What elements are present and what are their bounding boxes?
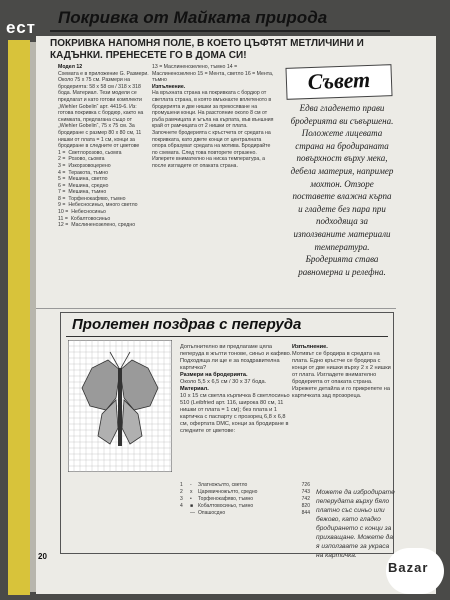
article-subtitle: ПОКРИВКА НАПОМНЯ ПОЛЕ, В КОЕТО ЦЪФТЯТ МЕТЛИЧИНИ И КАДЪНКИ. ПРЕНЕСЕТЕ ГО В ДОМА СИ! xyxy=(50,38,364,61)
color-key-name: Маслиненозелено, средно xyxy=(71,222,136,229)
color-key-number: 8 = xyxy=(58,195,66,202)
color-key-name: Розово, сьомга xyxy=(68,156,105,163)
color-key-item xyxy=(58,196,150,203)
key-continuation: 13 = Маслиненозелено, тъмно 14 = Маслиненозелено 15 = Мента, светло 16 = Мента, тъмно xyxy=(152,64,274,84)
material-heading: Материал. xyxy=(180,386,209,392)
butterfly-title: Пролетен поздрав с пеперуда xyxy=(72,316,302,333)
thread-legend-code: 820 xyxy=(301,503,310,509)
color-key-number: 1 = xyxy=(58,149,66,156)
color-key-name: Мешина, светло xyxy=(68,176,108,183)
thread-legend-code: 742 xyxy=(301,496,310,502)
butterfly-column-right xyxy=(292,344,396,400)
color-key-item xyxy=(58,202,150,209)
color-key-name: Небесносиньо, много светло xyxy=(68,202,138,209)
material-text: 10 х 15 см светла кърпичка 8 светлосиньо 510 (Leibfried арт. 116, широка 80 см, 11 нишки от плата = 1 см); без плата и 1 картичка с паспарту с прозорец 6,8 х 6,8 см, офертата DMC, конци за бродиране в следните от цветове: xyxy=(180,393,290,434)
thread-legend-s: — xyxy=(190,510,195,516)
color-key-number: 4 = xyxy=(58,169,66,176)
thread-legend-name: Опашосдно xyxy=(198,510,226,516)
butterfly-intro: Допълнително ви предлагаме цяла пеперуда в жълти тонове, синьо и кафяво. Подходяща ли ще е за поздравителна картичка? xyxy=(180,344,292,371)
color-key-item xyxy=(58,170,150,177)
section-divider xyxy=(36,308,396,309)
color-key-item xyxy=(58,216,150,223)
badge-logo: Bazar xyxy=(388,560,429,575)
thread-legend-row xyxy=(180,496,310,503)
tip-heading: Съвет xyxy=(285,64,392,100)
column-left xyxy=(58,64,150,229)
butterfly-body xyxy=(118,368,122,446)
thread-legend-n: 1 xyxy=(180,482,183,488)
butterfly-column-middle xyxy=(180,344,292,435)
thread-legend-name: Кобалтовосиньо, тъмно xyxy=(198,503,254,509)
thread-legend-s: • xyxy=(190,496,192,502)
color-key-name: Небесносиньо xyxy=(71,209,106,216)
color-key-number: 10 = xyxy=(58,209,69,216)
tip-text: Едва гладенето прави бродерията ви съвършена. Положете лицевата страна на бродираната повърхност върху мека, дебела материя, например мохтон. Отзоре поставете влажна кърпа и гладете без пара при подходяща за използваните материали температура. Бродерията става равномерна и релефна. xyxy=(290,103,394,277)
thread-legend-row xyxy=(180,489,310,496)
color-key-number: 12 = xyxy=(58,222,69,229)
color-key-name: Светлорозово, сьомга xyxy=(68,149,122,156)
color-key-item xyxy=(58,209,150,216)
closing-text: Можете да избродирате пеперудата върху бяло платно със синьо или бежово, като гладко бродирането с конци за прихващане. Можете да я използвате за украса на картичка. xyxy=(316,489,395,559)
color-key-number: 11 = xyxy=(58,215,68,222)
color-key-number: 9 = xyxy=(58,202,66,209)
watermark: ест xyxy=(6,18,37,37)
color-key-name: Мешина, средно xyxy=(68,182,109,189)
size-text: Около 5,5 х 6,5 см / 30 х 37 бода. xyxy=(180,379,267,385)
instructions-text: На връхната страна на покривката с бордюр от светлата страна, в която вмъкнахте вплетеното в бродерията и две нишки за прекосяване на промушени конци. На разстояние около 8 см от ръба рамчицата и ъгъла на кърпата, във външния край от рамчицата от 2 нишки от плата. Започнете бродерията с кръстчета от средата на покривката, като двете конци от централната опора образуват средата на мотива. Бродирайте по схемата. След това повторете отразено. Изперете внимателно на ниска температура, а после изгладете от опаката страна. xyxy=(152,90,274,169)
size-heading: Размери на бродерията. xyxy=(180,372,248,378)
thread-legend-name: Царевичножълто, средно xyxy=(198,489,258,495)
butterfly-instructions-text: Мотивът се бродира в средата на плата. Едно кръстче се бродира с конци от две нишки върху 2 х 2 нишки от плата. Изгладете внимателно бродерията от опаката страна. Изрежете детайла и го прикрепете на картичката зад прозореца. xyxy=(292,351,391,399)
color-key-item xyxy=(58,222,150,229)
color-key-number: 5 = xyxy=(58,176,66,183)
color-key-name: Кобалтовосиньо xyxy=(70,215,111,222)
color-key-number: 2 = xyxy=(58,156,66,163)
column-middle xyxy=(152,64,274,170)
thread-legend-code: 743 xyxy=(301,489,310,495)
color-key-number: 6 = xyxy=(58,182,66,189)
thread-legend-code: 726 xyxy=(301,482,310,488)
color-key-list xyxy=(58,150,150,229)
butterfly-title-rule xyxy=(66,336,388,337)
color-key-number: 7 = xyxy=(58,189,66,196)
model-heading: Модел 12 xyxy=(58,64,83,70)
page-number: 20 xyxy=(38,552,47,561)
color-key-item xyxy=(58,189,150,196)
thread-legend-n: 4 xyxy=(180,503,183,509)
thread-legend-code: 844 xyxy=(301,510,310,516)
color-key-item xyxy=(58,176,150,183)
thread-legend-s: x xyxy=(190,489,193,495)
color-key-item xyxy=(58,156,150,163)
thread-legend-row xyxy=(180,503,310,510)
color-key-name: Мешина, тъмно xyxy=(68,189,107,196)
thread-legend-name: Златножълто, светло xyxy=(198,482,248,488)
thread-legend-n: 3 xyxy=(180,496,183,502)
color-key-number: 3 = xyxy=(58,162,66,169)
thread-legend-s: - xyxy=(190,482,192,488)
thread-legend-name: Торфенокафяво, тъмно xyxy=(198,496,254,502)
thread-legend-row xyxy=(180,482,310,489)
binder-spine xyxy=(8,40,30,595)
thread-legend-row xyxy=(180,510,310,517)
thread-legend xyxy=(180,482,310,517)
cross-stitch-chart xyxy=(68,340,172,472)
color-key-item xyxy=(58,183,150,190)
thread-legend-n: 2 xyxy=(180,489,183,495)
color-key-name: Торфенокафяво, тъмно xyxy=(68,195,126,202)
instructions-heading: Изпълнение. xyxy=(152,83,186,90)
color-key-item xyxy=(58,163,150,170)
butterfly-instructions-heading: Изпълнение. xyxy=(292,344,328,350)
color-key-name: Теракота, тъмно xyxy=(68,169,109,176)
title-rule xyxy=(50,30,390,32)
article-title: Покривка от Майката природа xyxy=(58,8,328,27)
thread-legend-s: ■ xyxy=(190,503,194,509)
color-key-name: Изкорзовоцерено xyxy=(68,162,111,169)
model-text: Схемата е в приложение G. Размери. Около 75 х 75 см. Размери на бродерията: 58 х 58 см / 318 х 318 бода. Материал. Тези модели се предлагат и като готови комплекти „Wiehler Gobelin“ арт. 4419-6. Из: готова покривка с бордюр, както на снимката, предлагана също от „Wiehler Gobelin“, 75 х 75 см. За бродиране с размер 80 х 80 см, 11 нишки от плата = 1 см, конци за бродиране в следните от цветове xyxy=(58,70,149,150)
thread-legend-n xyxy=(180,510,190,517)
color-key-item xyxy=(58,150,150,157)
